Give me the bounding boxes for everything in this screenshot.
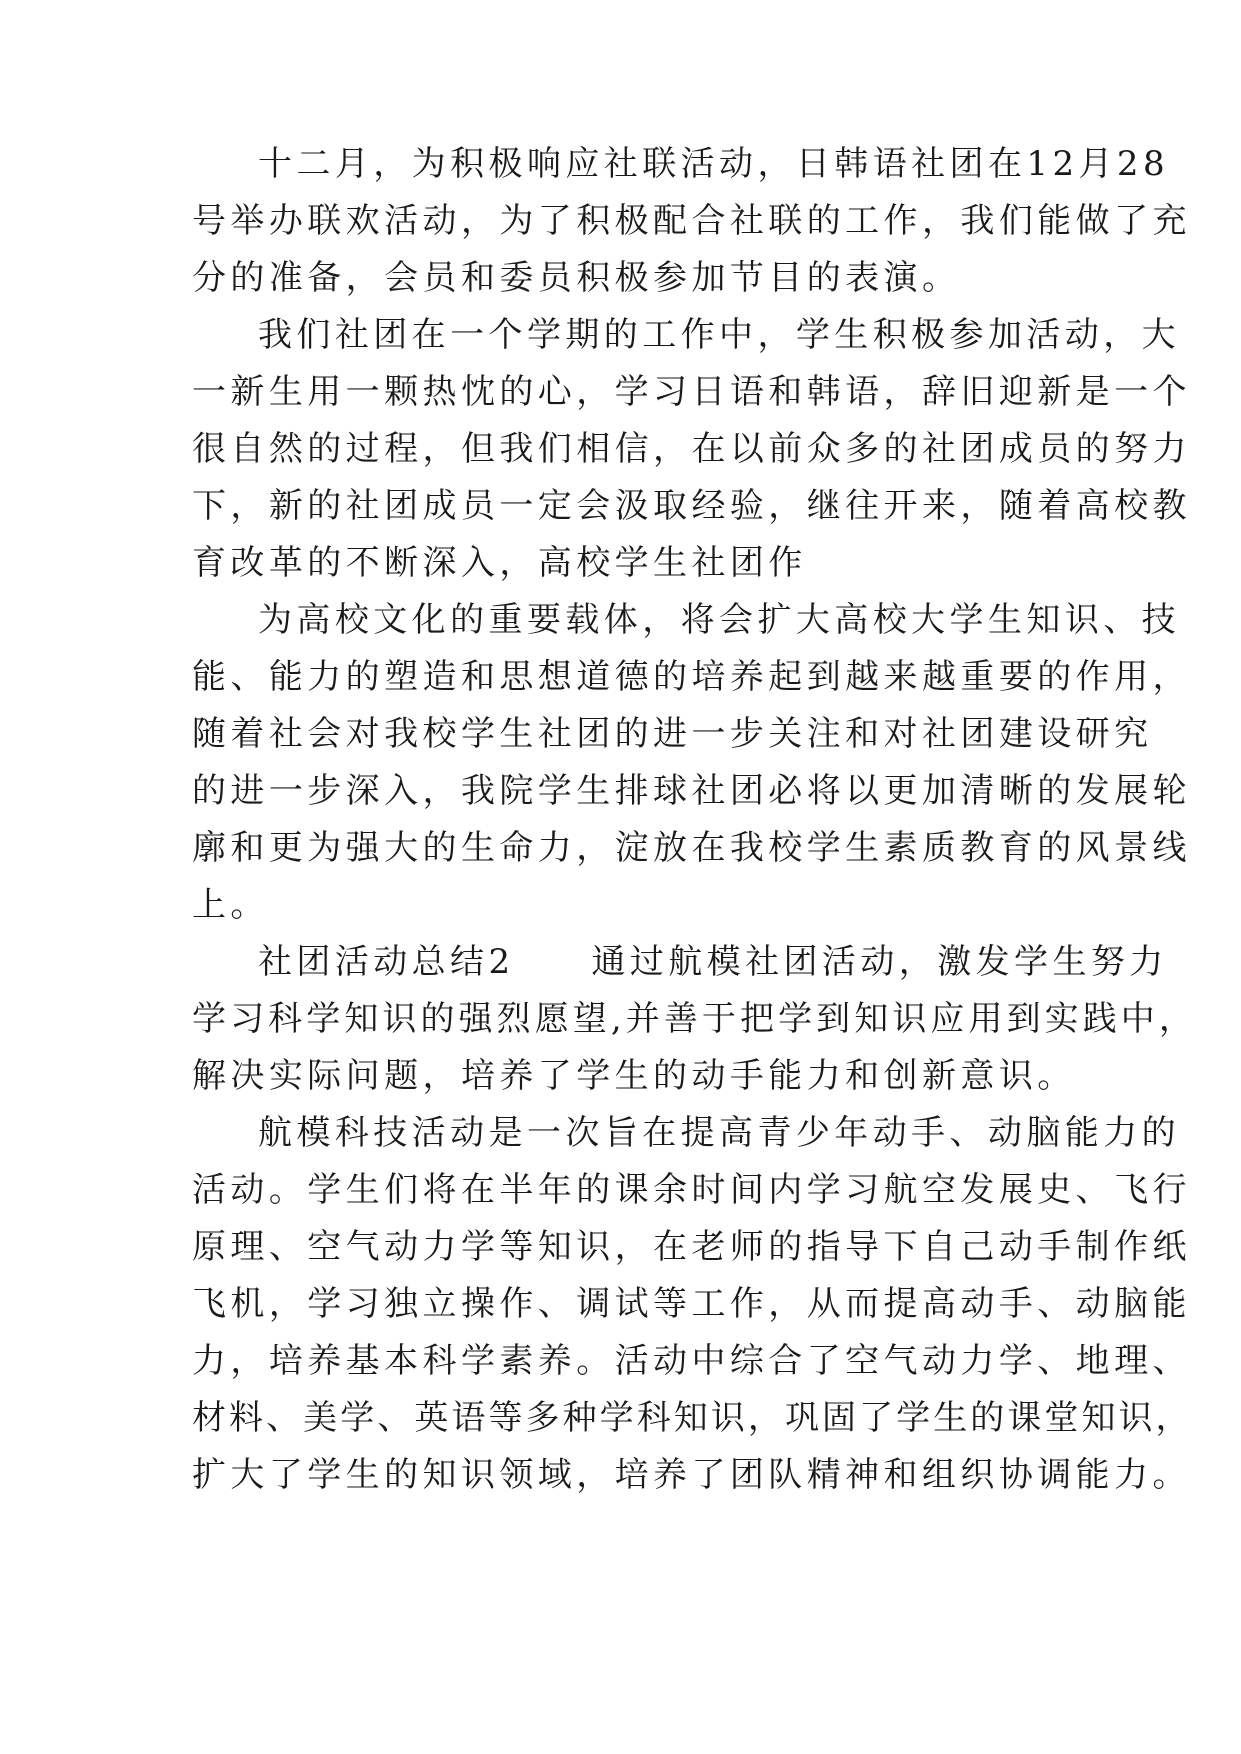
text-line: 号举办联欢活动，为了积极配合社联的工作，我们能做了充 — [192, 201, 1191, 241]
text-line: 很自然的过程，但我们相信，在以前众多的社团成员的努力 — [192, 429, 1191, 469]
text-line: 随着社会对我校学生社团的进一步关注和对社团建设研究 — [192, 714, 1153, 754]
text-line: 社团活动总结2 通过航模社团活动，激发学生努力 — [258, 942, 1168, 982]
text-line: 的进一步深入，我院学生排球社团必将以更加清晰的发展轮 — [192, 771, 1191, 811]
text-line: 解决实际问题，培养了学生的动手能力和创新意识。 — [192, 1056, 1076, 1096]
text-line: 活动。学生们将在半年的课余时间内学习航空发展史、飞行 — [192, 1170, 1191, 1210]
text-line: 飞机，学习独立操作、调试等工作，从而提高动手、动脑能 — [192, 1284, 1191, 1324]
text-line: 分的准备，会员和委员积极参加节目的表演。 — [192, 258, 961, 298]
text-line: 我们社团在一个学期的工作中，学生积极参加活动，大 — [258, 315, 1181, 355]
text-line: 一新生用一颗热忱的心，学习日语和韩语，辞旧迎新是一个 — [192, 372, 1191, 412]
text-line: 航模科技活动是一次旨在提高青少年动手、动脑能力的 — [258, 1113, 1181, 1153]
text-line: 为高校文化的重要载体，将会扩大高校大学生知识、技 — [258, 600, 1181, 640]
text-line: 力，培养基本科学素养。活动中综合了空气动力学、地理、 — [192, 1341, 1191, 1381]
text-line: 十二月，为积极响应社联活动，日韩语社团在12月28 — [258, 144, 1170, 184]
text-line: 育改革的不断深入，高校学生社团作 — [192, 543, 807, 583]
text-line: 原理、空气动力学等知识，在老师的指导下自己动手制作纸 — [192, 1227, 1191, 1267]
text-line: 材料、美学、英语等多种学科知识，巩固了学生的课堂知识， — [192, 1398, 1193, 1438]
text-line: 扩大了学生的知识领域，培养了团队精神和组织协调能力。 — [192, 1455, 1191, 1495]
text-line: 能、能力的塑造和思想道德的培养起到越来越重要的作用， — [192, 657, 1191, 697]
text-line: 上。 — [192, 885, 269, 925]
text-line: 学习科学知识的强烈愿望,并善于把学到知识应用到实践中， — [192, 999, 1197, 1039]
text-line: 下，新的社团成员一定会汲取经验，继往开来，随着高校教 — [192, 486, 1191, 526]
text-line: 廓和更为强大的生命力，淀放在我校学生素质教育的风景线 — [192, 828, 1191, 868]
